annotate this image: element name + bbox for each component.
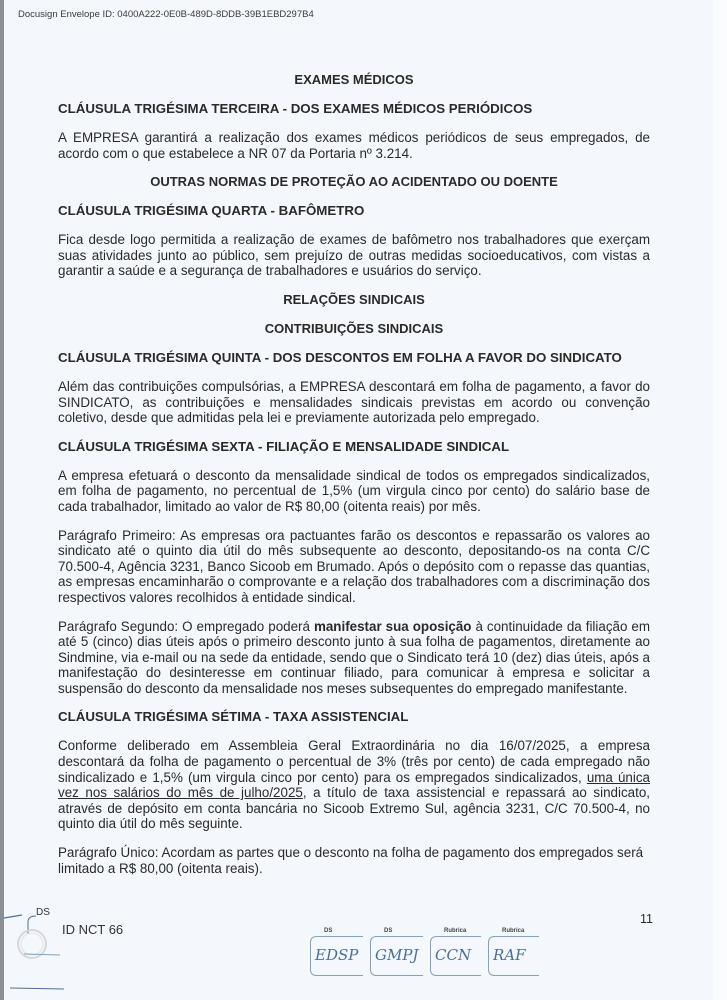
section-heading-contribuicoes: CONTRIBUIÇÕES SINDICAIS: [264, 320, 444, 336]
rubrica-label-3: Rubrica: [444, 928, 467, 934]
document-body: [58, 72, 650, 876]
page-number: 11: [640, 912, 653, 926]
section-heading-relacoes: RELAÇÕES SINDICAIS: [283, 291, 425, 307]
rubrica-label-4: Rubrica: [502, 928, 525, 934]
rubrica-2: [370, 928, 426, 980]
stamp-seal-icon: [4, 906, 64, 994]
clause-34-text: Fica desde logo permitida a realização de exames de bafômetro nos trabalhadores que exerçam suas atividades junto ao público, sem prejuízo de outras medidas socioeducativos, com vistas a garantir a saúde e a segurança de trabalhadores e usuários do serviço.: [58, 232, 650, 279]
page-footer: [0, 906, 727, 1000]
rubrica-initials-3: CCN: [435, 946, 472, 964]
stamp-ds-label: DS: [36, 907, 50, 918]
clause-35-title: CLÁUSULA TRIGÉSIMA QUINTA - DOS DESCONTOS EM FOLHA A FAVOR DO SINDICATO: [58, 349, 622, 365]
rubrica-label-1: DS: [324, 928, 333, 934]
clause-33-title: CLÁUSULA TRIGÉSIMA TERCEIRA - DOS EXAMES MÉDICOS PERIÓDICOS: [58, 101, 533, 116]
clause-33-text: A EMPRESA garantirá a realização dos exames médicos periódicos de seus empregados, de acordo com o que estabelece a NR 07 da Portaria nº 3.214.: [58, 130, 650, 161]
rubrica-label-2: DS: [384, 928, 393, 934]
scan-right-edge: [713, 0, 727, 1000]
initials-rubricas: [310, 928, 550, 980]
section-heading-exames: EXAMES MÉDICOS: [294, 72, 414, 87]
clause-36-paragrafo-segundo: [58, 619, 650, 697]
rubrica-1: [310, 928, 366, 980]
clause-34-title: CLÁUSULA TRIGÉSIMA QUARTA - BAFÔMETRO: [58, 203, 365, 219]
document-id-label: ID NCT 66: [62, 922, 124, 937]
clause-35-text: Além das contribuições compulsórias, a EMPRESA descontará em folha de pagamento, a favor do SINDICATO, as contribuições e mensalidades sindicais previstas em acordo ou convenção coletivo, desde que admitidas pela lei e previamente autorizada pelo empregado.: [58, 378, 650, 426]
rubrica-4: [488, 928, 542, 980]
rubrica-initials-2: GMPJ: [375, 946, 419, 964]
clause-37-text-pre: Conforme deliberado em Assembleia Geral Extraordinária no dia 16/07/2025, a empresa descontará da folha de pagamento o percentual de 3% (três por cento) de cada empregado não sindicalizado e 1,5% (um virgula cinco por cento) para os empregados sindicalizados,: [58, 738, 650, 785]
clause-37-text: [58, 738, 650, 832]
envelope-id: Docusign Envelope ID: 0400A222-0E0B-489D-8DDB-39B1EBD297B4: [18, 9, 314, 20]
paragrafo-segundo-pre: Parágrafo Segundo: O empregado poderá: [58, 618, 314, 634]
rubrica-3: [430, 928, 484, 980]
paragrafo-segundo-bold: manifestar sua oposição: [313, 618, 472, 634]
rubrica-initials-1: EDSP: [315, 946, 359, 964]
clause-37-text-post: , a título de taxa assistencial e repassará ao sindicato, através de depósito em conta bancária no Sicoob Extremo Sul, agência 3231, C/C 70.500-4, no quinto dia útil do mês seguinte.: [58, 785, 650, 832]
clause-37-title: CLÁUSULA TRIGÉSIMA SÉTIMA - TAXA ASSISTENCIAL: [58, 709, 409, 725]
clause-37-text-underlined: uma única vez nos salários do mês de julho/2025: [58, 769, 650, 801]
clause-36-title: CLÁUSULA TRIGÉSIMA SEXTA - FILIAÇÃO E MENSALIDADE SINDICAL: [58, 438, 510, 454]
section-heading-outras-normas: OUTRAS NORMAS DE PROTEÇÃO AO ACIDENTADO OU DOENTE: [150, 174, 558, 190]
clause-36-paragrafo-primeiro: Parágrafo Primeiro: As empresas ora pactuantes farão os descontos e repassarão os valores ao sindicato até o quinto dia útil do mês subsequente ao desconto, depositando-os na conta C/C 70.500-4, Agência 3231, Banco Sicoob em Brumado. Após o depósito com o repasse das quantias, as empresas encaminharão o comprovante e a relação dos trabalhadores com a discriminação dos respectivos valores recolhidos à entidade sindical.: [58, 527, 650, 605]
clause-36-text: A empresa efetuará o desconto da mensalidade sindical de todos os empregados sindicalizados, em folha de pagamento, no percentual de 1,5% (um virgula cinco por cento) do salário base de cada trabalhador, limitado ao valor de R$ 80,00 (oitenta reais) por mês.: [58, 467, 650, 514]
clause-37-paragrafo-unico: Parágrafo Único: Acordam as partes que o desconto na folha de pagamento dos empregados será limitado a R$ 80,00 (oitenta reais).: [58, 845, 644, 876]
scan-left-edge: [0, 0, 4, 1000]
rubrica-initials-4: RAF: [493, 946, 526, 964]
paragrafo-segundo-post: à continuidade da filiação em até 5 (cinco) dias úteis após o primeiro desconto junto à sua folha de pagamentos, diretamente ao Sindmine, via e-mail ou na sede da entidade, sendo que o Sindicato terá 10 (dez) dias úteis, após a manifestação do desinteresse em continuar filiado, para comunicar à empresa e solicitar a suspensão do desconto da mensalidade nos meses subsequentes do empregado manifestante.: [58, 618, 650, 696]
